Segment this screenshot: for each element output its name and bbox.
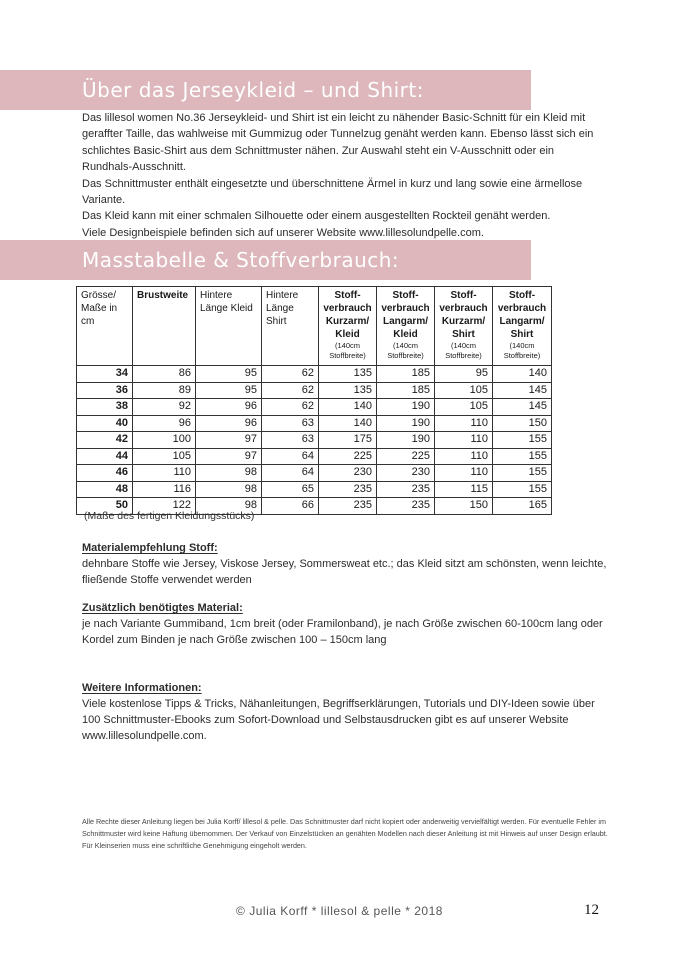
table-cell: 140 xyxy=(319,415,377,432)
table-header-cell: Stoff-verbrauch Kurzarm/ Kleid (140cm Stoffbreite) xyxy=(319,287,377,366)
table-header-row xyxy=(77,287,552,366)
table-cell: 150 xyxy=(493,415,552,432)
table-cell: 115 xyxy=(435,481,493,498)
size-cell: 48 xyxy=(77,481,133,498)
table-row xyxy=(77,465,552,482)
legal-notice: Alle Rechte dieser Anleitung liegen bei Julia Korff/ lillesol & pelle. Das Schnittmuster darf nicht kopiert oder anderweitig vervielfältigt werden. Für eventuelle Fehler im Schnittmuster wird keine Haftung übernommen. Der Verkauf von Einzelstücken an genähten Modellen nach dieser Anleitung ist mit Hinweis auf unser Design erlaubt. Für Kleinserien muss eine schriftliche Genehmigung eingeholt werden. xyxy=(82,817,608,850)
intro-paragraph: Das lillesol women No.36 Jerseykleid- und Shirt ist ein leicht zu nähender Basic-Schnitt für ein Kleid mit geraffter Taille, das wahlweise mit Gummizug oder Tunnelzug genäht werden kann. Ebenso lässt sich ein schlichtes Basic-Shirt aus dem Schnittmuster nähen. Zur Auswahl steht ein V-Ausschnitt oder ein Rundhals-Ausschnitt. xyxy=(82,112,594,174)
table-cell: 155 xyxy=(493,432,552,449)
table-cell: 135 xyxy=(319,366,377,383)
material-section xyxy=(82,540,612,588)
table-cell: 62 xyxy=(262,399,319,416)
table-cell: 230 xyxy=(377,465,435,482)
table-cell: 95 xyxy=(196,366,262,383)
section-band-about xyxy=(0,70,531,110)
table-cell: 190 xyxy=(377,432,435,449)
table-cell: 86 xyxy=(133,366,196,383)
table-cell: 235 xyxy=(377,481,435,498)
intro-paragraph: Das Kleid kann mit einer schmalen Silhouette oder einem ausgestellten Rockteil genäht werden. xyxy=(82,210,551,223)
table-cell: 95 xyxy=(196,382,262,399)
table-cell: 89 xyxy=(133,382,196,399)
table-cell: 63 xyxy=(262,432,319,449)
material-heading: Materialempfehlung Stoff: xyxy=(82,542,218,554)
table-cell: 92 xyxy=(133,399,196,416)
more-info-section xyxy=(82,680,612,744)
size-cell: 36 xyxy=(77,382,133,399)
table-cell: 63 xyxy=(262,415,319,432)
intro-paragraph: Viele Designbeispiele befinden sich auf unserer Website www.lillesolundpelle.com. xyxy=(82,226,484,239)
footer-copyright: © Julia Korff * lillesol & pelle * 2018 xyxy=(236,904,443,918)
table-cell: 64 xyxy=(262,465,319,482)
table-cell: 96 xyxy=(196,399,262,416)
table-caption: (Maße des fertigen Kleidungsstücks) xyxy=(84,510,255,522)
material-text: dehnbare Stoffe wie Jersey, Viskose Jersey, Sommersweat etc.; das Kleid sitzt am schönsten, wenn leichte, fließende Stoffe verwendet werden xyxy=(82,558,607,586)
table-cell: 185 xyxy=(377,382,435,399)
table-cell: 110 xyxy=(133,465,196,482)
table-cell: 96 xyxy=(196,415,262,432)
table-cell: 230 xyxy=(319,465,377,482)
size-cell: 38 xyxy=(77,399,133,416)
table-cell: 100 xyxy=(133,432,196,449)
table-cell: 140 xyxy=(493,366,552,383)
table-cell: 66 xyxy=(262,498,319,515)
table-cell: 145 xyxy=(493,382,552,399)
additional-material-section xyxy=(82,600,612,648)
size-cell: 50 xyxy=(77,498,133,515)
table-cell: 110 xyxy=(435,415,493,432)
table-cell: 105 xyxy=(435,399,493,416)
table-cell: 225 xyxy=(377,448,435,465)
table-header-cell: Stoff-verbrauch Langarm/ Shirt (140cm Stoffbreite) xyxy=(493,287,552,366)
size-cell: 40 xyxy=(77,415,133,432)
table-cell: 98 xyxy=(196,498,262,515)
table-row xyxy=(77,399,552,416)
table-cell: 116 xyxy=(133,481,196,498)
table-header-cell: Stoff-verbrauch Langarm/ Kleid (140cm Stoffbreite) xyxy=(377,287,435,366)
table-cell: 65 xyxy=(262,481,319,498)
table-header-cell: Grösse/ Maße in cm xyxy=(77,287,133,366)
table-cell: 95 xyxy=(435,366,493,383)
table-cell: 105 xyxy=(133,448,196,465)
table-cell: 98 xyxy=(196,465,262,482)
table-header-cell: Hintere Länge Kleid xyxy=(196,287,262,366)
table-row xyxy=(77,366,552,383)
section-heading-size-table: Masstabelle & Stoffverbrauch: xyxy=(82,248,400,272)
table-cell: 235 xyxy=(319,481,377,498)
size-table xyxy=(76,286,552,515)
additional-material-heading: Zusätzlich benötigtes Material: xyxy=(82,602,243,614)
table-cell: 225 xyxy=(319,448,377,465)
table-cell: 150 xyxy=(435,498,493,515)
table-cell: 175 xyxy=(319,432,377,449)
table-header-cell: Brustweite xyxy=(133,287,196,366)
table-cell: 110 xyxy=(435,465,493,482)
table-cell: 62 xyxy=(262,366,319,383)
table-header-cell: Stoff-verbrauch Kurzarm/ Shirt (140cm Stoffbreite) xyxy=(435,287,493,366)
table-row xyxy=(77,448,552,465)
table-cell: 110 xyxy=(435,432,493,449)
additional-material-text: je nach Variante Gummiband, 1cm breit (oder Framilonband), je nach Größe zwischen 60-100cm lang oder Kordel zum Binden je nach Größe zwischen 100 – 150cm lang xyxy=(82,618,603,646)
intro-paragraph: Das Schnittmuster enthält eingesetzte und überschnittene Ärmel in kurz und lang sowie eine ärmellose Variante. xyxy=(82,177,583,207)
section-band-size-table xyxy=(0,240,531,280)
table-cell: 97 xyxy=(196,448,262,465)
table-cell: 145 xyxy=(493,399,552,416)
table-row xyxy=(77,415,552,432)
table-cell: 135 xyxy=(319,382,377,399)
table-cell: 235 xyxy=(377,498,435,515)
size-cell: 44 xyxy=(77,448,133,465)
table-cell: 64 xyxy=(262,448,319,465)
table-cell: 185 xyxy=(377,366,435,383)
table-cell: 155 xyxy=(493,481,552,498)
table-cell: 110 xyxy=(435,448,493,465)
table-cell: 96 xyxy=(133,415,196,432)
table-row xyxy=(77,481,552,498)
table-cell: 165 xyxy=(493,498,552,515)
table-cell: 122 xyxy=(133,498,196,515)
table-cell: 97 xyxy=(196,432,262,449)
more-info-heading: Weitere Informationen: xyxy=(82,682,202,694)
size-cell: 34 xyxy=(77,366,133,383)
table-cell: 62 xyxy=(262,382,319,399)
table-cell: 98 xyxy=(196,481,262,498)
table-cell: 155 xyxy=(493,448,552,465)
table-cell: 140 xyxy=(319,399,377,416)
table-cell: 190 xyxy=(377,399,435,416)
table-cell: 155 xyxy=(493,465,552,482)
page-number: 12 xyxy=(584,902,599,918)
table-cell: 105 xyxy=(435,382,493,399)
table-cell: 235 xyxy=(319,498,377,515)
more-info-text: Viele kostenlose Tipps & Tricks, Nähanleitungen, Begriffserklärungen, Tutorials und DIY-Ideen sowie über 100 Schnittmuster-Ebooks zum Sofort-Download und Selbstausdrucken gibt es auf unserer Website www.lillesolundpelle.com. xyxy=(82,698,595,742)
table-row xyxy=(77,382,552,399)
table-header-cell: Hintere Länge Shirt xyxy=(262,287,319,366)
size-cell: 42 xyxy=(77,432,133,449)
intro-text xyxy=(82,110,602,241)
size-cell: 46 xyxy=(77,465,133,482)
table-row xyxy=(77,432,552,449)
table-cell: 190 xyxy=(377,415,435,432)
section-heading-about: Über das Jerseykleid – und Shirt: xyxy=(82,78,424,102)
